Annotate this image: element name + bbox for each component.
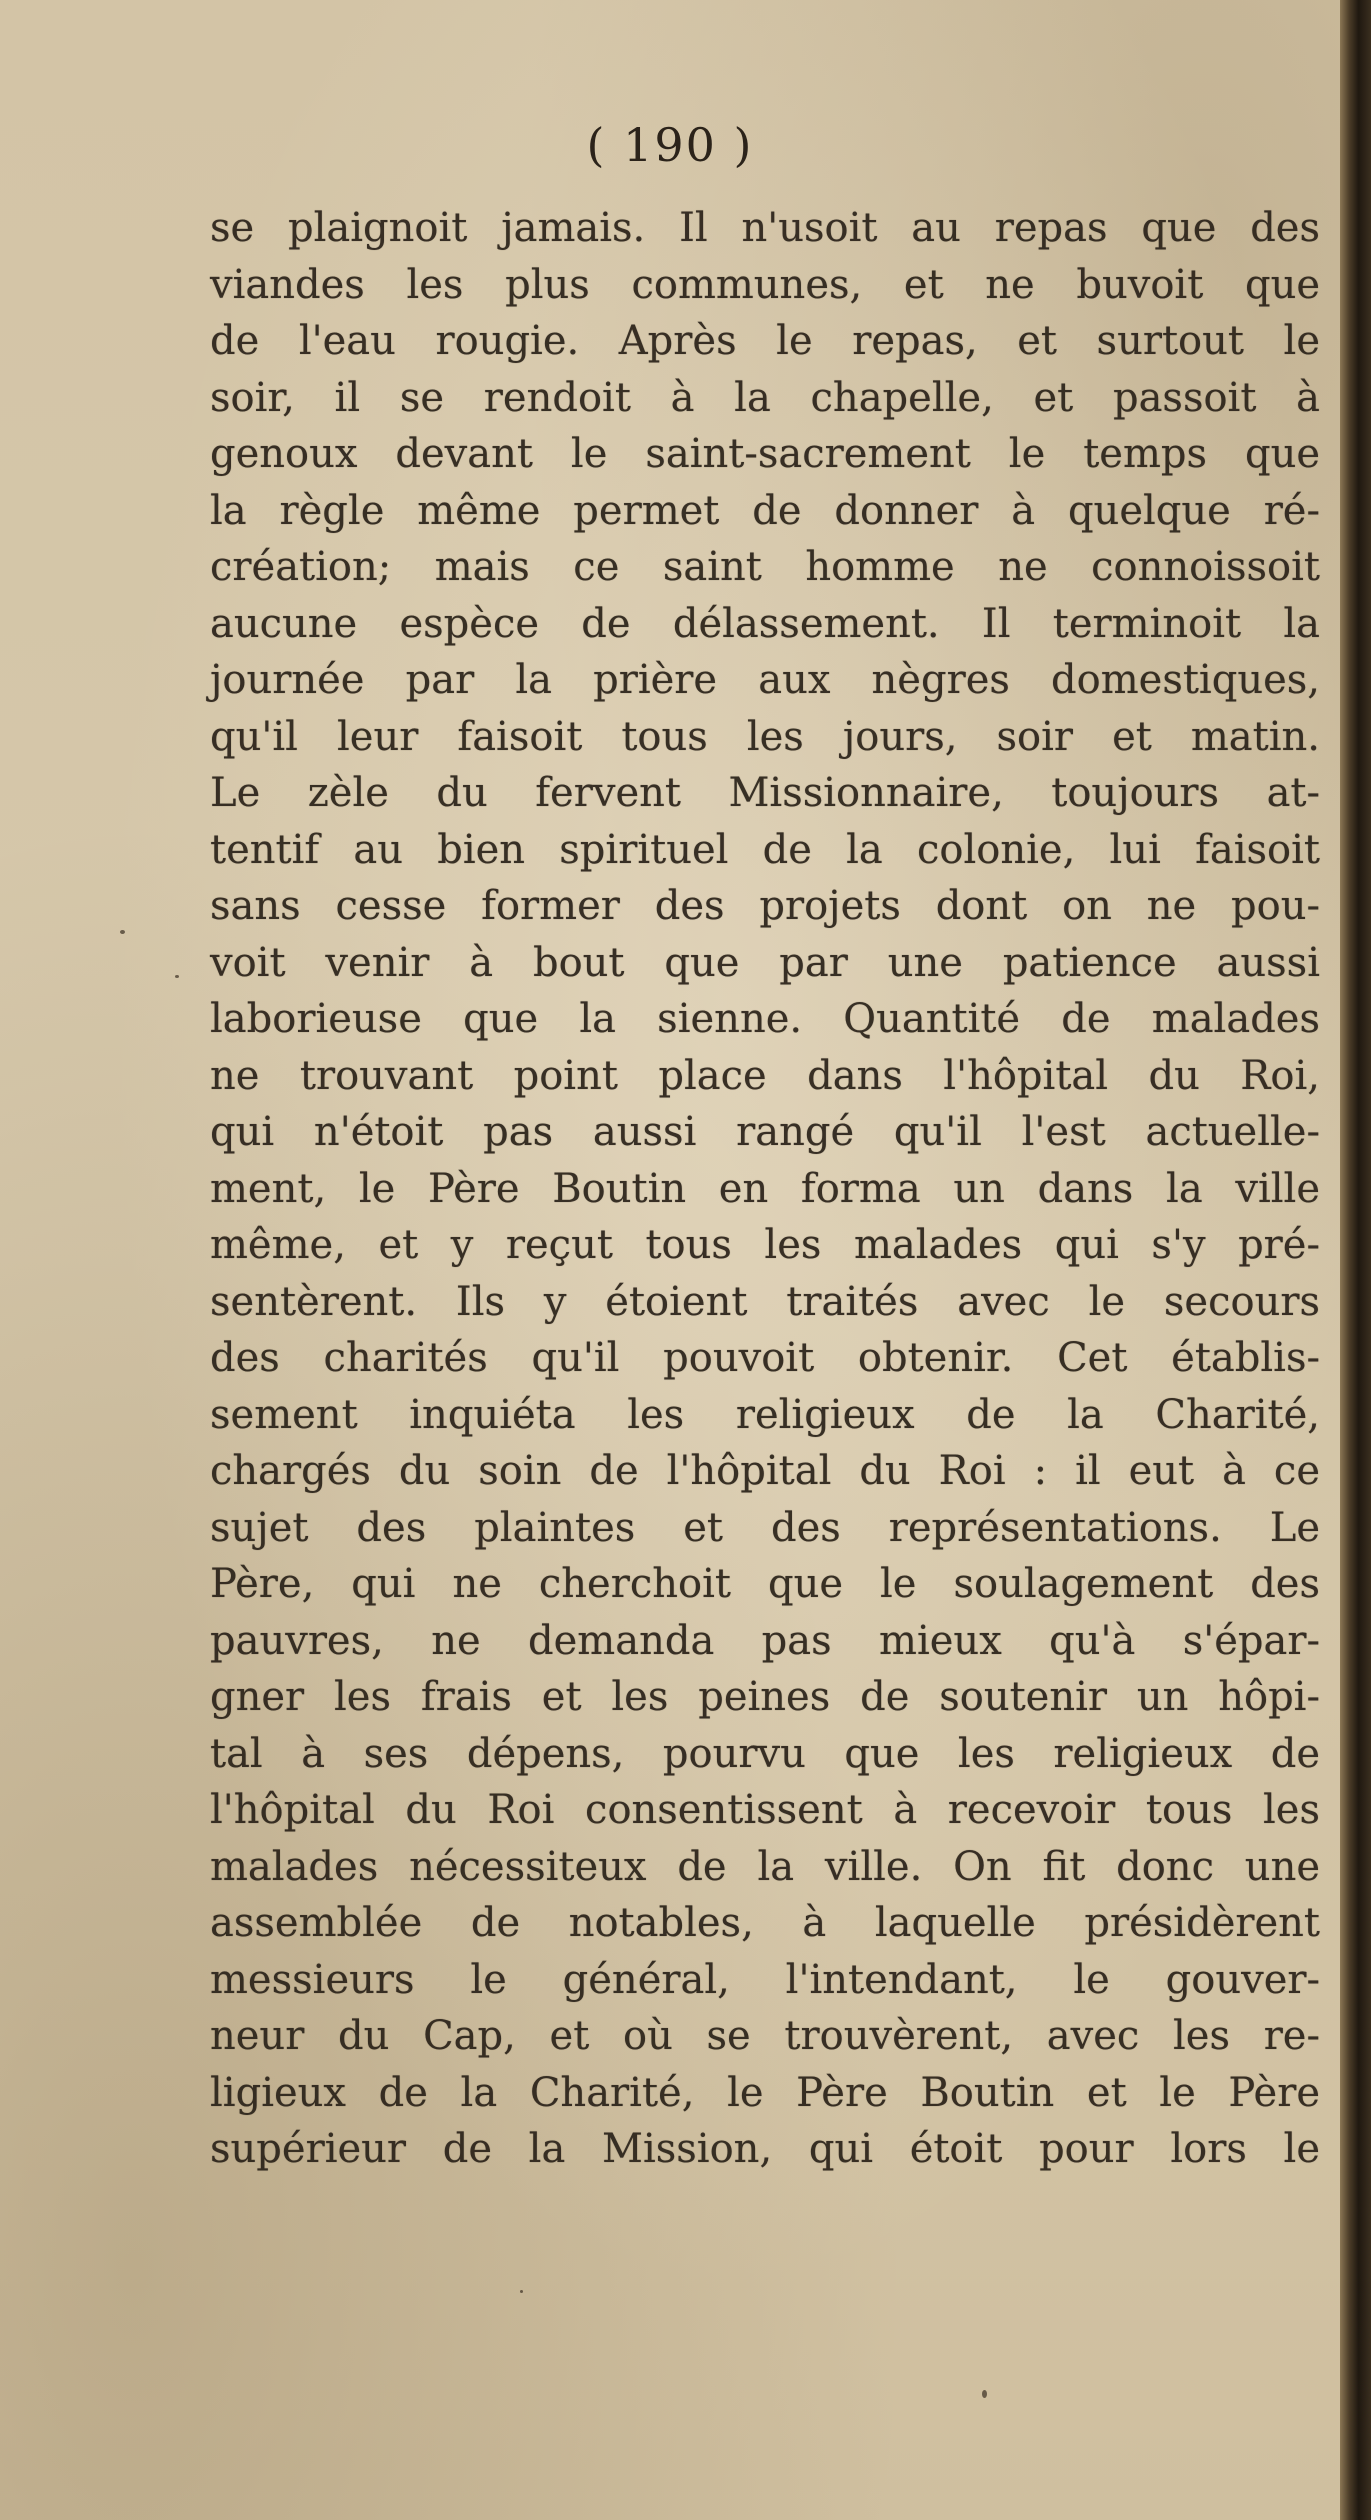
text-line: chargés du soin de l'hôpital du Roi : il eut à ce: [210, 1448, 1320, 1494]
text-line: de l'eau rougie. Après le repas, et surtout le: [210, 318, 1320, 364]
text-line: qu'il leur faisoit tous les jours, soir et matin.: [210, 713, 1320, 760]
text-line: ligieux de la Charité, le Père Boutin et le Père: [210, 2069, 1320, 2116]
book-binding-edge: [1340, 0, 1371, 2520]
text-line: pauvres, ne demanda pas mieux qu'à s'épar-: [210, 1617, 1320, 1664]
text-line: ment, le Père Boutin en forma un dans la ville: [210, 1165, 1320, 1212]
page-number: ( 190 ): [586, 118, 754, 172]
text-line: gner les frais et les peines de soutenir un hôpi-: [210, 1674, 1320, 1720]
text-line: viandes les plus communes, et ne buvoit que: [210, 261, 1320, 308]
paper-speck: [120, 930, 125, 934]
text-line: ne trouvant point place dans l'hôpital du Roi,: [210, 1052, 1320, 1099]
text-line: se plaignoit jamais. Il n'usoit au repas que des: [210, 205, 1320, 251]
text-line: sentèrent. Ils y étoient traités avec le secours: [210, 1278, 1320, 1325]
text-line: Le zèle du fervent Missionnaire, toujours at-: [210, 770, 1320, 816]
text-line: neur du Cap, et où se trouvèrent, avec les re-: [210, 2013, 1320, 2059]
text-line: messieurs le général, l'intendant, le gouver-: [210, 1956, 1320, 2003]
text-line: aucune espèce de délassement. Il terminoit la: [210, 600, 1320, 647]
body-text: [210, 200, 1320, 2178]
text-line: soir, il se rendoit à la chapelle, et passoit à: [210, 374, 1320, 421]
text-line: voit venir à bout que par une patience aussi: [210, 939, 1320, 986]
text-line: la règle même permet de donner à quelque ré-: [210, 487, 1320, 534]
text-line: Père, qui ne cherchoit que le soulagement des: [210, 1561, 1320, 1607]
text-line: des charités qu'il pouvoit obtenir. Cet établis-: [210, 1335, 1320, 1381]
text-line: sans cesse former des projets dont on ne pou-: [210, 883, 1320, 929]
text-line: tal à ses dépens, pourvu que les religieux de: [210, 1730, 1320, 1777]
text-line: qui n'étoit pas aussi rangé qu'il l'est actuelle-: [210, 1109, 1320, 1155]
paper-speck: [175, 975, 179, 978]
text-line: assemblée de notables, à laquelle présidèrent: [210, 1900, 1320, 1946]
paper-speck: [982, 2390, 987, 2398]
text-line: laborieuse que la sienne. Quantité de malades: [210, 996, 1320, 1042]
text-line: même, et y reçut tous les malades qui s'y pré-: [210, 1222, 1320, 1268]
text-line: sujet des plaintes et des représentations. Le: [210, 1504, 1320, 1551]
text-line: sement inquiéta les religieux de la Charité,: [210, 1391, 1320, 1438]
text-line: tentif au bien spirituel de la colonie, lui faisoit: [210, 826, 1320, 873]
text-line: genoux devant le saint-sacrement le temps que: [210, 431, 1320, 477]
text-line: l'hôpital du Roi consentissent à recevoir tous les: [210, 1787, 1320, 1833]
text-line: malades nécessiteux de la ville. On fit donc une: [210, 1843, 1320, 1890]
paper-speck: [520, 2290, 523, 2293]
text-line: journée par la prière aux nègres domestiques,: [210, 657, 1320, 703]
text-line: création; mais ce saint homme ne connoissoit: [210, 544, 1320, 590]
text-line: supérieur de la Mission, qui étoit pour lors le: [210, 2126, 1320, 2172]
